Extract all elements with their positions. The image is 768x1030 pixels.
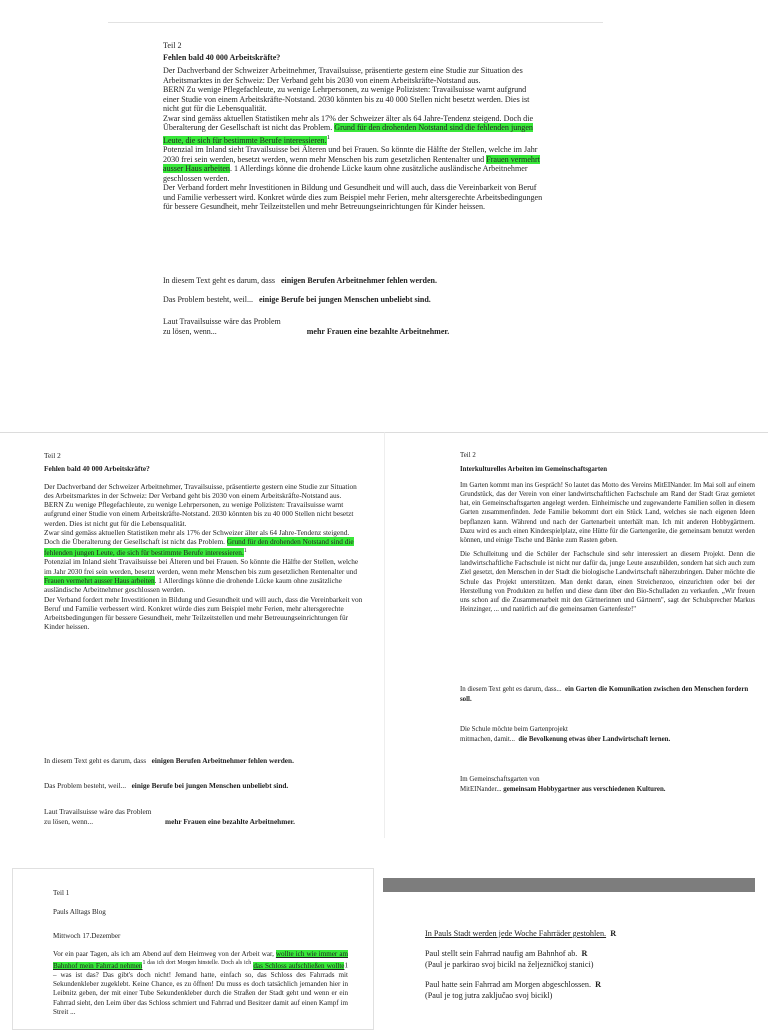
translation-text: (Paul je tog jutra zaključao svoj bicikl) [425,991,553,1000]
question-lead: Das Problem besteht, weil... [163,295,253,304]
article-body [163,41,543,212]
part-label: Teil 2 [44,451,61,460]
question-lead: In diesem Text geht es darum, dass [163,276,275,285]
answer-mark: R [581,949,588,958]
answer-text: einige Berufe bei jungen Menschen unbeliebt sind. [258,295,431,304]
paragraph [163,114,543,145]
statements-list [425,928,745,1010]
text: Vor ein paar Tagen, als ich am Abend auf dem Heimweg von der Arbeit war, [53,949,274,958]
paragraph [44,528,364,557]
article-body [460,451,755,615]
paragraph [44,557,364,594]
article-body [44,451,364,632]
answer-text: die Bevolkenung etwas über Landwirtschaft lernen. [518,735,671,743]
answer-mark: R [610,929,617,938]
footnote-mark: 1 [326,133,330,141]
answer-text: einigen Berufen Arbeitnehmer fehlen werden. [280,276,437,285]
answer-text: einige Berufe bei jungen Menschen unbeliebt sind. [131,781,289,790]
paragraph: Der Dachverband der Schweizer Arbeitnehmer, Travailsuisse, präsentierte gestern eine Studie zur Situation des Arbeitsmarktes in der Schweiz: Der Verband geht bis 2030 von einem Arbeitskräfte-Notstand aus. [163,66,523,85]
question-1 [460,685,755,704]
page-edge-bar [383,878,755,892]
text: Potenzial im Inland sieht Travailsuisse bei Älteren und bei Frauen. So könnte die Hälfte der Stellen, welche im Jahr 2030 frei sein werden, besetzt werden, wenn mehr Menschen bis zum gesetzlichen Rentenalter und [163,145,538,164]
text: Zwar sind gemäss aktuellen Statistiken mehr als 17% der Schweizer älter als 64 Jahre-Tendenz steigend. Doch die Überalterung der Gesellschaft ist nicht das Problem. [44,528,350,547]
statement-text: Paul hatte sein Fahrrad am Morgen abgeschlossen. [425,980,592,989]
question-lead: zu lösen, wenn... [163,327,217,336]
highlight: Grund für den drohenden Notstand sind die fehlenden jungen Leute, die sich für bestimmte Berufe interessieren. [44,537,354,558]
highlight: Frauen vermehrt ausser Haus arbeiten [163,154,540,174]
blog-body [53,889,348,1017]
statement-1 [425,928,745,939]
answer-mark: R [595,980,602,989]
question-lead: Die Schule möchte beim Gartenprojekt [460,726,568,733]
document-page-top [108,22,603,353]
question-lead: MitEINander... [460,785,502,793]
blog-title: Pauls Alltags Blog [53,908,106,917]
question-2 [163,295,583,305]
part-label: Teil 1 [53,889,70,897]
question-lead: In diesem Text geht es darum, dass [44,756,147,765]
question-3 [163,317,583,337]
statement-2 [425,948,745,970]
statement-text: In Pauls Stadt werden jede Woche Fahrräder gestohlen. [425,929,607,938]
blog-date: Mittwoch 17.Dezember [53,931,121,940]
question-lead: mitmachen, damit... [460,735,515,743]
paragraph: Der Verband fordert mehr Investitionen in Bildung und Gesundheit und will auch, dass die Vereinbarkeit von Beruf und Familie verbessert wird. Konkret würde dies zum Beispiel mehr Ferien, mehr altersgerechte Arbeitsbedingungen für bessere Gesundheit, mehr Teilzeitstellen und mehr Betreuungseinrichtungen für Kinder heissen. [44,594,363,632]
document-page-bottom-left [12,868,374,1030]
question-lead: Das Problem besteht, weil... [44,781,127,790]
document-page-middle-left [0,432,384,838]
highlight: Frauen vermehrt ausser Haus arbeiten [44,575,155,585]
document-page-bottom-right [383,878,755,1028]
highlight: wollte ich wie immer am Bahnhof mein Fahrrad nehmen [53,949,348,970]
answer-text: einigen Berufen Arbeitnehmer fehlen werden. [151,756,294,765]
paragraph: BERN Zu wenige Pflegefachleute, zu wenige Lehrpersonen, zu wenige Polizisten: Travailsuisse warnt aufgrund einer Studie von einem Arbeitskräfte-Notstand. 2030 könnten bis zu 40 000 Stellen nicht besetzt werden. Dies ist nicht gut für die Lebensqualität. [44,500,354,528]
question-lead: Im Gemeinschaftsgarten von [460,776,540,783]
text: Potenzial im Inland sieht Travailsuisse bei Älteren und bei Frauen. So könnte die Hälfte der Stellen, welche im Jahr 2030 frei sein werden, besetzt werden, wenn mehr Menschen bis zum gesetzlichen Rentenalter und [44,557,359,576]
paragraph: BERN Zu wenige Pflegefachleute, zu wenige Lehrpersonen, zu wenige Polizisten: Travailsuisse warnt aufgrund einer Studie von einem Arbeitskräfte-Notstand. 2030 könnten bis zu 40 000 Stellen nicht besetzt werden. Dies ist nicht gut für die Lebensqualität. [163,85,530,114]
translation-text: (Paul je parkirao svoj bicikl na željezničkoj stanici) [425,960,594,969]
part-label: Teil 2 [163,41,182,50]
question-3 [460,775,755,794]
answer-text: gemeinsam Hobbygartner aus verschiedenen Kulturen. [503,785,666,793]
question-2 [460,725,755,744]
article-title: Fehlen bald 40 000 Arbeitskräfte? [163,52,281,62]
highlight: das Schloss aufschließen wollte [253,961,345,970]
part-label: Teil 2 [460,452,476,459]
article-title: Interkulturelles Arbeiten im Gemeinschaftsgarten [460,466,608,474]
statement-text: Paul stellt sein Fahrrad naufig am Bahnhof ab. [425,949,578,958]
paragraph: Die Schulleitung und die Schüler der Fachschule sind sehr interessiert an diesem Projekt. Denn die landwirtschaftliche Fachschule ist nicht nur dafür da, junge Leute auszubilden, sondern hat sich auch zum Ziel gesetzt, den Menschen in der Stadt die biologische Landwirtschaft näherzubringen. Daher möchte die Schule das Projekt unterstützen. Man denkt daran, einen Streichenzoo, einzurichten oder bei der Herstellung von Produkten zu helfen und diese dann über den Bio-Schulladen zu verkaufen. „Wir freuen uns schon auf die Zusammenarbeit mit den Gärtnerinnen und Gärtnern", sagt der Schulsprecher Markus Heinzinger, ... und natürlich auf die gemeinsamen Gartenfeste!" [460,550,755,614]
footnote-mark: 1 [243,547,247,554]
question-lead: zu lösen, wenn... [44,816,94,826]
answer-text: mehr Frauen eine bezahlte Arbeitnehmer. [306,327,450,336]
paragraph: Der Dachverband der Schweizer Arbeitnehmer, Travailsuisse, präsentierte gestern eine Studie zur Situation des Arbeitsmarktes in der Schweiz: Der Verband geht bis 2030 von einem Arbeitskräfte-Notstand aus. [44,481,357,500]
question-lead: Laut Travailsuisse wäre das Problem [44,807,152,816]
text: . 1 Allerdings könne die drohende Lücke kaum ohne zusätzliche ausländische Arbeitnehmer geschlossen werden. [44,575,342,595]
statement-3 [425,979,745,1001]
article-title: Fehlen bald 40 000 Arbeitskräfte? [44,464,150,474]
text: Zwar sind gemäss aktuellen Statistiken mehr als 17% der Schweizer älter als 64 Jahre-Tendenz steigend. Doch die Überalterung der Gesellschaft ist nicht das Problem. [163,113,534,133]
question-1 [163,276,583,286]
question-3 [44,807,374,826]
question-1 [44,756,374,766]
question-2 [44,781,374,791]
text: . 1 Allerdings könne die drohende Lücke kaum ohne zusätzliche ausländische Arbeitnehmer geschlossen werden. [163,164,528,183]
paragraph: Im Garten kommt man ins Gespräch! So lautet das Motto des Vereins MitEINander. Im Mai soll auf einem Grundstück, das der Verein von einer landwirtschaftlichen Fachschule am Rand der Stadt Graz gemietet hat, ein Gemeinschaftsgarten angelegt werden. Einheimische und zugewanderte Familien sollen in diesem Garten zusammenfinden. Jede Familie bekommt dort ein Stück Land, welches sie nach eigenen Ideen bepflanzen kann. Während und nach der Gartenarbeit unterhält man. Ich mit anderen Hobbygärtnern. Dazu wird es auch einen Kinderspielplatz, eine Hütte für die Gartengeräte, die gemeinsam benutzt werden können, und einige Tische und Bänke zum Rasten geben. [460,481,755,545]
paragraph: Der Verband fordert mehr Investitionen in Bildung und Gesundheit und will auch, dass die Vereinbarkeit von Beruf und Familie verbessert wird. Konkret würde dies zum Beispiel mehr Ferien, mehr altersgerechte Arbeitsbedingungen für bessere Gesundheit, mehr Teilzeitstellen und mehr Betreuungseinrichtungen für Kinder heissen. [163,183,543,212]
text: 1 – was ist das? Das gibt's doch nicht! Jemand hatte, einfach so, das Schloss des Fahrrads mit Sekundenkleber zugeklebt. Keine Chance, es zu öffnen! Du muss es doch tatsächlich jemanden hier in Leibnitz geben, der mit einer Tube Sekundenkleber durch die Straßen der Stadt geht und wenn er ein Fahrrad sieht, den Leim über das Schloss schmiert und Fahrrad und Besitzer damit auf einen Kampf im Streit ... [53,961,348,1017]
text: 1 das ich dort Morgen hinstelle. Doch als ich [142,960,252,967]
question-lead: Laut Travailsuisse wäre das Problem [163,317,281,326]
answer-text: ein Garten die Komunikation zwischen den Menschen fordern soll. [460,686,749,703]
paragraph [163,145,543,183]
paragraph [53,950,348,1017]
question-lead: In diesem Text geht es darum, dass... [460,686,562,693]
highlight: Grund für den drohenden Notstand sind die fehlenden jungen Leute, die sich für bestimmte Berufe interessieren. [163,123,533,145]
answer-text: mehr Frauen eine bezahlte Arbeitnehmer. [165,816,295,826]
document-page-middle-right [384,432,768,838]
